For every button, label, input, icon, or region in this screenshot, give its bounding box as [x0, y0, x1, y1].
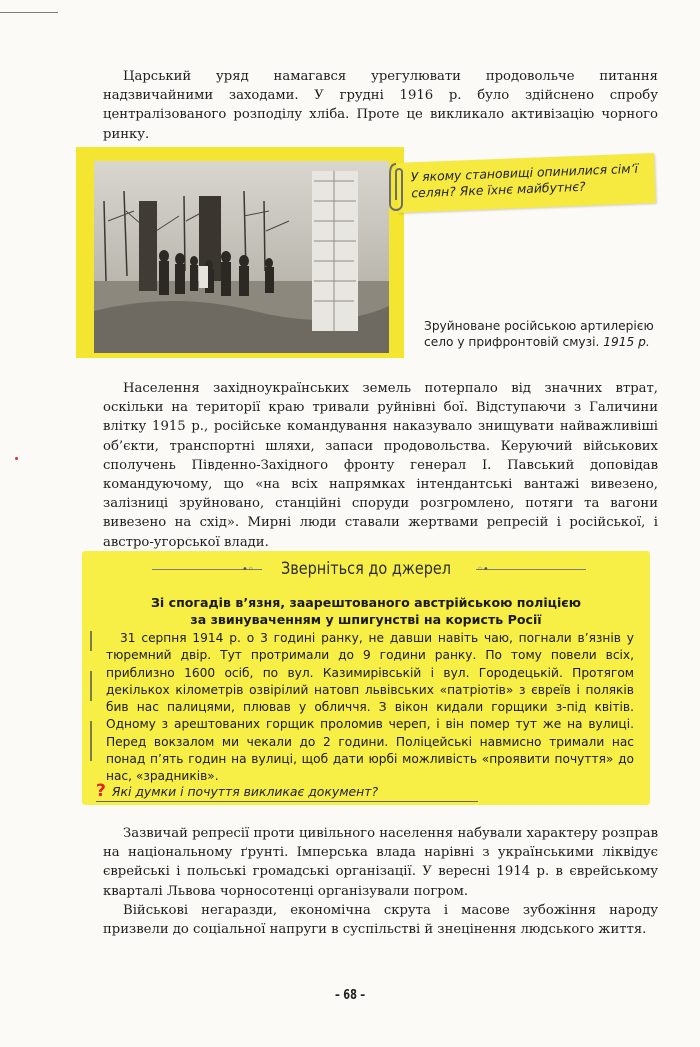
- source-title-line-1: Зі спогадів в’язня, заарештованого австрійською поліцією: [150, 595, 582, 610]
- photo-caption-text: Зруйноване російською артилерією село у прифронтовій смузі.: [424, 319, 654, 350]
- question-mark-icon: ?: [96, 781, 106, 801]
- source-box-heading: Зверніться до джерел: [280, 559, 452, 579]
- ornament-right-icon: ◦•: [477, 564, 489, 575]
- ornament-left-icon: •◦: [242, 564, 254, 575]
- paragraph-conclusion: Військові негаразди, економічна скрута і масове зубожіння народу призвели до соціальної напруги в суспільстві й знецінення людського життя.: [103, 903, 658, 938]
- top-rule: [0, 12, 58, 13]
- paragraph-repressions: Зазвичай репресії проти цивільного населення набували характеру розправ на національному ґрунті. Імперська влада нарівні з українськими ліквідує єврейські і польські громадські організації. У вересні 1914 р. в єврейському кварталі Львова чорносотенці організували погром.: [103, 826, 658, 899]
- source-question: [96, 781, 378, 801]
- question-underline: [96, 801, 478, 802]
- page-number: [0, 988, 700, 1003]
- village-ruins-photo: [94, 161, 389, 353]
- photo-question-text: У якому становищі опинилися сім’ї селян? Яке їхнє майбутнє?: [410, 160, 639, 201]
- photo-caption-year: 1915 р.: [603, 335, 650, 350]
- source-box-title: [82, 594, 650, 628]
- source-title-line-2: за звинуваченням у шпигунстві на користь Росії: [190, 612, 542, 627]
- photo-question-note: [396, 153, 656, 213]
- paperclip-icon: [388, 160, 414, 220]
- margin-mark: [15, 457, 18, 460]
- paragraph-intro: Царський уряд намагався урегулювати продовольче питання надзвичайними заходами. У грудні 1916 р. було здійснено спробу централізованого розподілу хліба. Проте це викликало активізацію чорного ринку.: [103, 69, 658, 142]
- page-number-text: – 68 –: [334, 988, 366, 1003]
- photo-caption: [424, 318, 664, 350]
- source-question-text: Які думки і почуття викликає документ?: [111, 784, 379, 799]
- source-box: [82, 551, 650, 805]
- paragraph-western-lands: Населення західноукраїнських земель потерпало від значних втрат, оскільки на території краю тривали руйнівні бої. Відступаючи з Галичини влітку 1915 р., російське командування наказувало знищувати найважливіші об’єкти, транспортні шляхи, запаси продовольства. Керуючий військових сполучень Південно-Західного фронту генерал І. Павський доповідав командуючому, що «на всіх напрямках інтендантські вантажі вивезено, залізниці зруйновано, станційні споруди розгромлено, потяги та вагони вивезено на схід». Мирні люди ставали жертвами репресій і російської, і австро-угорської влади.: [103, 381, 658, 550]
- source-document-text: 31 серпня 1914 р. о 3 годині ранку, не давши навіть чаю, погнали в’язнів у тюремний двір. Тут протримали до 9 години ранку. По тому повели всіх, приблизно 1600 осіб, по вул. Казимирівській і вул. Городецькій. Протягом декількох кілометрів озвірілий натовп львівських «патріотів» з євреїв і поляків бив нас палицями, плював у обличчя. З вікон кидали горщики з-під квітів. Одному з арештованих горщик проломив череп, і він помер тут же на вулиці. Перед вокзалом ми чекали до 2 години. Поліцейські навмисно тримали нас понад п’ять годин на вулиці, щоб дати юрбі можливість «проявити почуття» до нас, «зрадників».: [106, 631, 634, 784]
- box-edge-mark: [90, 631, 93, 781]
